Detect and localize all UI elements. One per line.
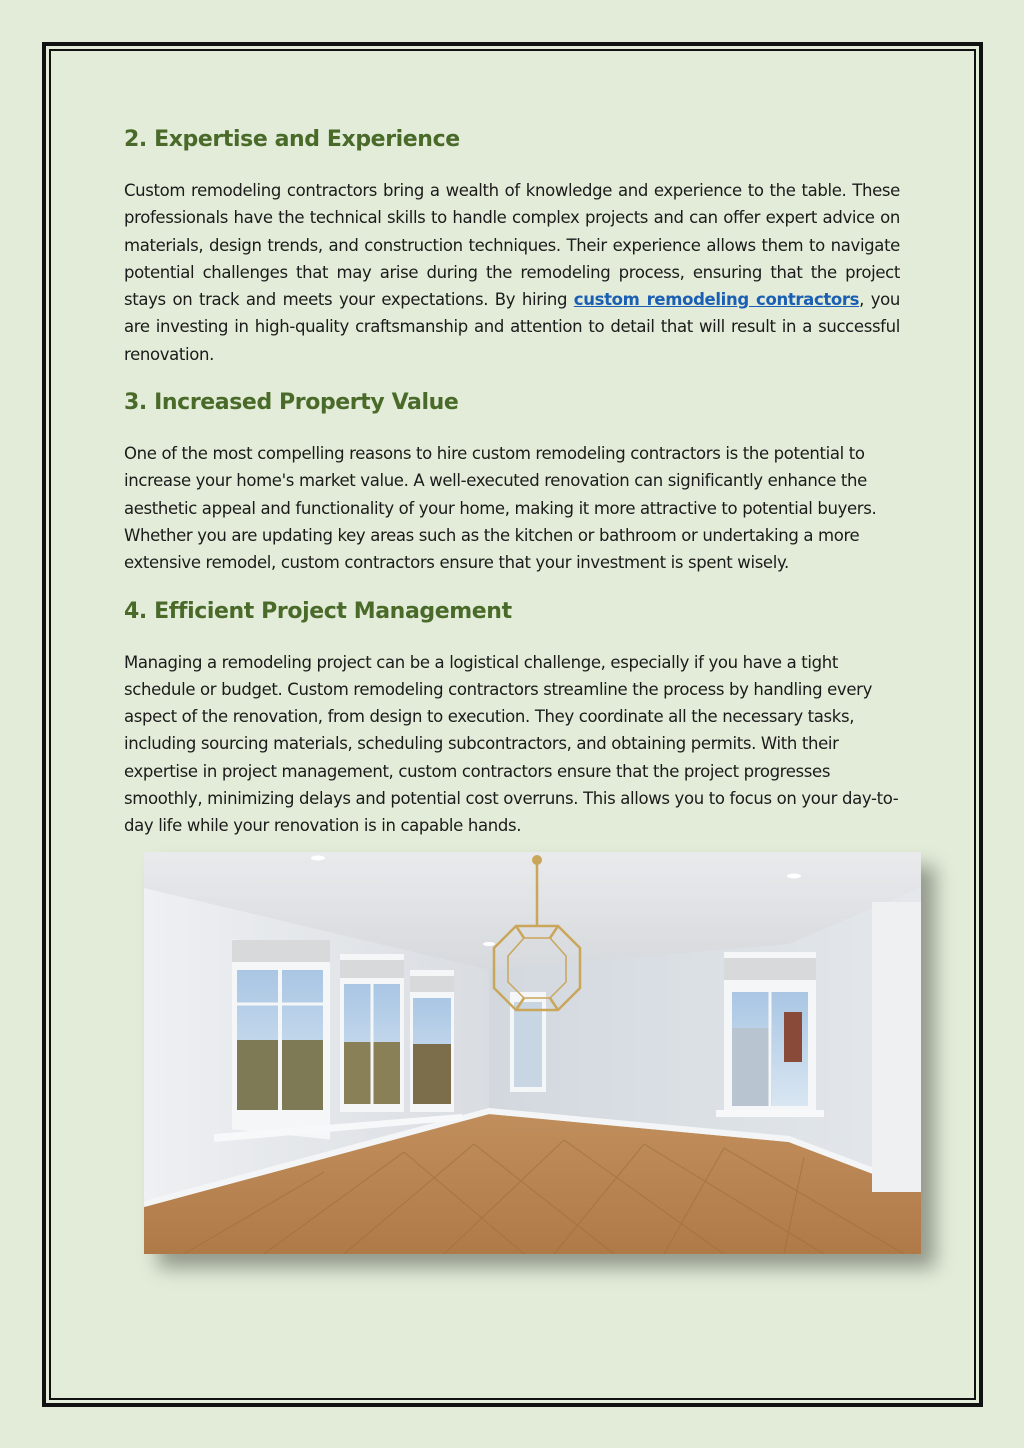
section-heading-property-value: 3. Increased Property Value (124, 390, 459, 416)
body-text-after-link: , you are investing in high-quality craftsmanship and attention to detail that will result in a successful renovation. (124, 290, 900, 364)
custom-remodeling-contractors-link[interactable]: custom remodeling contractors (573, 290, 860, 310)
renovated-room-photo (144, 852, 921, 1254)
article-content (124, 118, 900, 840)
section-body-expertise (124, 177, 900, 368)
body-text-before-link: Custom remodeling contractors bring a wealth of knowledge and experience to the table. These professionals have the technical skills to handle complex projects and can offer expert advice on materials, design trends, and construction techniques. Their experience allows them to navigate potential challenges that may arise during the remodeling process, ensuring that the project stays on track and meets your expectations. By hiring (124, 181, 900, 310)
section-body-project-management: Managing a remodeling project can be a logistical challenge, especially if you have a tight schedule or budget. Custom remodeling contractors streamline the process by handling every aspect of the renovation, from design to execution. They coordinate all the necessary tasks, including sourcing materials, scheduling subcontractors, and obtaining permits. With their expertise in project management, custom contractors ensure that the project progresses smoothly, minimizing delays and potential cost overruns. This allows you to focus on your day-to-day life while your renovation is in capable hands. (124, 652, 899, 836)
section-heading-project-management: 4. Efficient Project Management (124, 598, 512, 624)
section-body-property-value: One of the most compelling reasons to hire custom remodeling contractors is the potential to increase your home's market value. A well-executed renovation can significantly enhance the aesthetic appeal and functionality of your home, making it more attractive to potential buyers. Whether you are updating key areas such as the kitchen or bathroom or undertaking a more extensive remodel, custom contractors ensure that your investment is spent wisely. (124, 444, 877, 573)
section-heading-expertise: 2. Expertise and Experience (124, 127, 460, 152)
